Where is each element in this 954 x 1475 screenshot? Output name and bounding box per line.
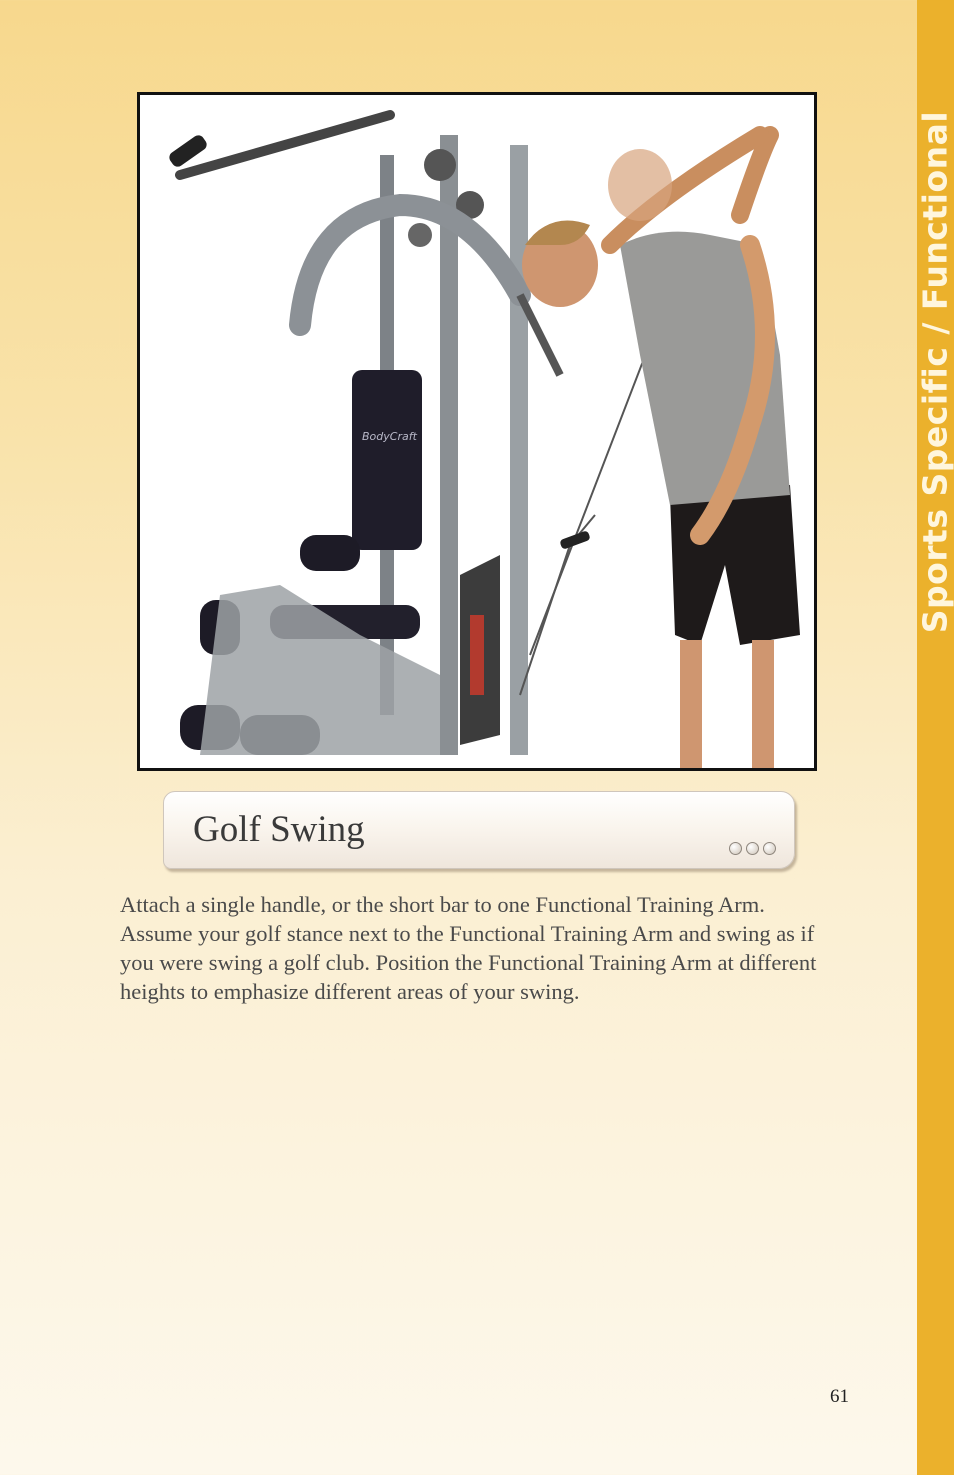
- decorative-dots: [729, 842, 776, 855]
- gym-machine-illustration: [140, 95, 814, 768]
- exercise-description: Attach a single handle, or the short bar to one Functional Training Arm. Assume your golf stance next to the Functional Training Arm and swing as if you were swing a golf club. Position the Functional Training Arm at different heights to emphasize different areas of your swing.: [120, 892, 817, 1004]
- section-label: Sports Specific / Functional: [915, 110, 954, 634]
- dot-icon: [746, 842, 759, 855]
- exercise-title-card: [163, 791, 795, 869]
- exercise-title: Golf Swing: [193, 809, 365, 850]
- machine-logo: BodyCraft: [362, 430, 417, 443]
- exercise-photo: [137, 92, 817, 771]
- dot-icon: [729, 842, 742, 855]
- dot-icon: [763, 842, 776, 855]
- page-number: 61: [830, 1386, 849, 1407]
